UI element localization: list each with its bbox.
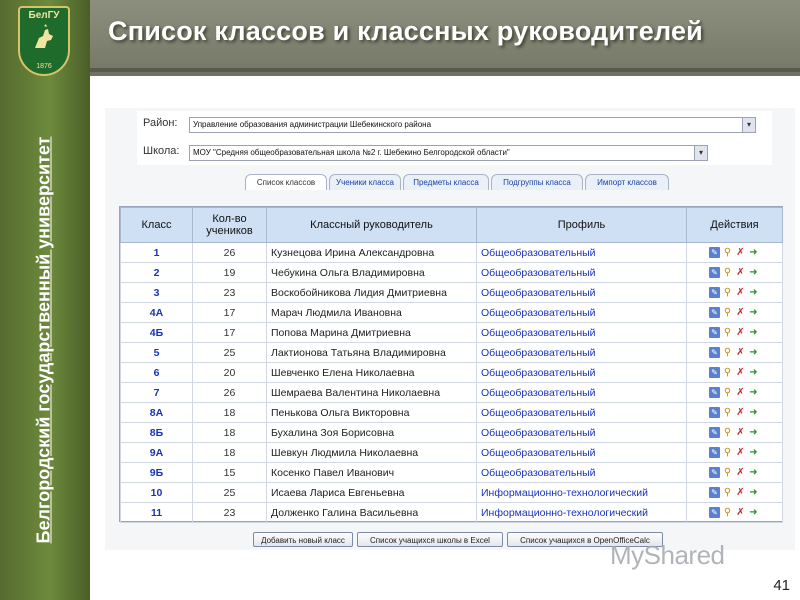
class-link[interactable]: 7 [121, 383, 193, 403]
users-icon[interactable]: ⚲ [723, 327, 732, 339]
student-count: 23 [193, 283, 267, 303]
add-class-button[interactable]: Добавить новый класс [253, 532, 353, 547]
teacher-name: Долженко Галина Васильевна [267, 503, 477, 523]
delete-icon[interactable]: ✗ [736, 387, 745, 399]
teacher-name: Кузнецова Ирина Александровна [267, 243, 477, 263]
class-link[interactable]: 4А [121, 303, 193, 323]
tab-class-subgroups[interactable]: Подгруппы класса [491, 174, 583, 190]
teacher-name: Воскобойникова Лидия Дмитриевна [267, 283, 477, 303]
chevron-down-icon[interactable]: ▾ [694, 146, 707, 160]
row-actions [687, 283, 783, 303]
users-icon[interactable]: ⚲ [723, 367, 732, 379]
delete-icon[interactable]: ✗ [736, 347, 745, 359]
edit-icon[interactable]: ✎ [709, 427, 720, 438]
school-label: Школа: [143, 145, 180, 157]
row-actions [687, 263, 783, 283]
chevron-down-icon[interactable]: ▾ [742, 118, 755, 132]
edit-icon[interactable]: ✎ [709, 467, 720, 478]
users-icon[interactable]: ⚲ [723, 467, 732, 479]
teacher-name: Марач Людмила Ивановна [267, 303, 477, 323]
row-actions [687, 303, 783, 323]
table-row [121, 303, 783, 323]
move-icon[interactable]: ➜ [749, 287, 758, 299]
delete-icon[interactable]: ✗ [736, 427, 745, 439]
class-link[interactable]: 6 [121, 363, 193, 383]
teacher-name: Шевченко Елена Николаевна [267, 363, 477, 383]
edit-icon[interactable]: ✎ [709, 447, 720, 458]
class-link[interactable]: 4Б [121, 323, 193, 343]
move-icon[interactable]: ➜ [749, 267, 758, 279]
profile-link[interactable]: Информационно-технологический [477, 483, 687, 503]
student-count: 18 [193, 403, 267, 423]
header-class: Класс [121, 208, 193, 243]
edit-icon[interactable]: ✎ [709, 487, 720, 498]
edit-icon[interactable]: ✎ [709, 387, 720, 398]
class-link[interactable]: 2 [121, 263, 193, 283]
profile-link[interactable]: Общеобразовательный [477, 343, 687, 363]
move-icon[interactable]: ➜ [749, 367, 758, 379]
users-icon[interactable]: ⚲ [723, 487, 732, 499]
delete-icon[interactable]: ✗ [736, 487, 745, 499]
profile-link[interactable]: Общеобразовательный [477, 263, 687, 283]
edit-icon[interactable]: ✎ [709, 267, 720, 278]
delete-icon[interactable]: ✗ [736, 467, 745, 479]
users-icon[interactable]: ⚲ [723, 407, 732, 419]
users-icon[interactable]: ⚲ [723, 247, 732, 259]
teacher-name: Исаева Лариса Евгеньевна [267, 483, 477, 503]
class-link[interactable]: 11 [121, 503, 193, 523]
move-icon[interactable]: ➜ [749, 247, 758, 259]
move-icon[interactable]: ➜ [749, 487, 758, 499]
header-teacher: Классный руководитель [267, 208, 477, 243]
table-row [121, 343, 783, 363]
student-count: 26 [193, 243, 267, 263]
row-actions [687, 363, 783, 383]
table-row [121, 243, 783, 263]
edit-icon[interactable]: ✎ [709, 367, 720, 378]
users-icon[interactable]: ⚲ [723, 287, 732, 299]
header-actions: Действия [687, 208, 783, 243]
profile-link[interactable]: Общеобразовательный [477, 443, 687, 463]
row-actions [687, 443, 783, 463]
student-count: 15 [193, 463, 267, 483]
table-header-row [121, 208, 783, 243]
move-icon[interactable]: ➜ [749, 447, 758, 459]
student-count: 18 [193, 443, 267, 463]
edit-icon[interactable]: ✎ [709, 347, 720, 358]
delete-icon[interactable]: ✗ [736, 407, 745, 419]
move-icon[interactable]: ➜ [749, 327, 758, 339]
row-actions [687, 503, 783, 523]
users-icon[interactable]: ⚲ [723, 347, 732, 359]
classes-table [119, 206, 783, 522]
district-label: Район: [143, 117, 178, 129]
sidebar [0, 0, 90, 600]
student-count: 18 [193, 423, 267, 443]
profile-link[interactable]: Общеобразовательный [477, 363, 687, 383]
class-link[interactable]: 10 [121, 483, 193, 503]
export-calc-button[interactable]: Список учащихся в OpenOfficeCalc [507, 532, 663, 547]
row-actions [687, 243, 783, 263]
student-count: 23 [193, 503, 267, 523]
users-icon[interactable]: ⚲ [723, 447, 732, 459]
delete-icon[interactable]: ✗ [736, 447, 745, 459]
row-actions [687, 383, 783, 403]
delete-icon[interactable]: ✗ [736, 247, 745, 259]
edit-icon[interactable]: ✎ [709, 407, 720, 418]
move-icon[interactable]: ➜ [749, 307, 758, 319]
profile-link[interactable]: Общеобразовательный [477, 283, 687, 303]
teacher-name: Шемраева Валентина Николаевна [267, 383, 477, 403]
table-row [121, 483, 783, 503]
profile-link[interactable]: Общеобразовательный [477, 243, 687, 263]
class-link[interactable]: 1 [121, 243, 193, 263]
row-actions [687, 343, 783, 363]
row-actions [687, 463, 783, 483]
profile-link[interactable]: Общеобразовательный [477, 403, 687, 423]
logo-text: БелГУ [28, 10, 60, 21]
teacher-name: Пенькова Ольга Викторовна [267, 403, 477, 423]
profile-link[interactable]: Общеобразовательный [477, 423, 687, 443]
teacher-name: Шевкун Людмила Николаевна [267, 443, 477, 463]
class-link[interactable]: 5 [121, 343, 193, 363]
table-row [121, 403, 783, 423]
school-select[interactable] [189, 145, 708, 161]
table-row [121, 363, 783, 383]
class-link[interactable]: 9Б [121, 463, 193, 483]
logo-year: 1876 [36, 63, 52, 70]
header-count: Кол-во учеников [193, 208, 267, 243]
move-icon[interactable]: ➜ [749, 467, 758, 479]
users-icon[interactable]: ⚲ [723, 427, 732, 439]
table-row [121, 263, 783, 283]
table-row [121, 383, 783, 403]
row-actions [687, 483, 783, 503]
tab-class-students[interactable]: Ученики класса [329, 174, 401, 190]
edit-icon[interactable]: ✎ [709, 327, 720, 338]
move-icon[interactable]: ➜ [749, 347, 758, 359]
header-profile: Профиль [477, 208, 687, 243]
edit-icon[interactable]: ✎ [709, 507, 720, 518]
student-count: 25 [193, 343, 267, 363]
delete-icon[interactable]: ✗ [736, 287, 745, 299]
delete-icon[interactable]: ✗ [736, 507, 745, 519]
move-icon[interactable]: ➜ [749, 427, 758, 439]
school-row [137, 145, 772, 161]
profile-link[interactable]: Общеобразовательный [477, 303, 687, 323]
teacher-name: Чебукина Ольга Владимировна [267, 263, 477, 283]
district-value: Управление образования администрации Шебекинского района [193, 120, 432, 129]
district-row [137, 117, 772, 133]
users-icon[interactable]: ⚲ [723, 307, 732, 319]
class-link[interactable]: 8Б [121, 423, 193, 443]
export-excel-button[interactable]: Список учащихся школы в Excel [357, 532, 503, 547]
table-row [121, 283, 783, 303]
horse-rider-icon [31, 24, 57, 54]
table-row [121, 423, 783, 443]
teacher-name: Лактионова Татьяна Владимировна [267, 343, 477, 363]
district-select[interactable] [189, 117, 756, 133]
users-icon[interactable]: ⚲ [723, 267, 732, 279]
row-actions [687, 323, 783, 343]
table-row [121, 443, 783, 463]
student-count: 26 [193, 383, 267, 403]
student-count: 25 [193, 483, 267, 503]
move-icon[interactable]: ➜ [749, 387, 758, 399]
app-content [105, 108, 795, 550]
profile-link[interactable]: Общеобразовательный [477, 383, 687, 403]
teacher-name: Косенко Павел Иванович [267, 463, 477, 483]
class-link[interactable]: 3 [121, 283, 193, 303]
users-icon[interactable]: ⚲ [723, 507, 732, 519]
divider [90, 72, 800, 76]
university-name: Белгородский государственный университет [33, 136, 54, 544]
tab-class-subjects[interactable]: Предметы класса [403, 174, 489, 190]
profile-link[interactable]: Информационно-технологический [477, 503, 687, 523]
school-value: МОУ "Средняя общеобразовательная школа №2 г. Шебекино Белгородской области" [193, 148, 510, 157]
student-count: 19 [193, 263, 267, 283]
watermark: MyShared [610, 540, 725, 570]
tab-import-classes[interactable]: Импорт классов [585, 174, 669, 190]
move-icon[interactable]: ➜ [749, 507, 758, 519]
slide-number: 41 [773, 577, 790, 594]
delete-icon[interactable]: ✗ [736, 307, 745, 319]
profile-link[interactable]: Общеобразовательный [477, 463, 687, 483]
edit-icon[interactable]: ✎ [709, 307, 720, 318]
row-actions [687, 423, 783, 443]
edit-icon[interactable]: ✎ [709, 247, 720, 258]
delete-icon[interactable]: ✗ [736, 267, 745, 279]
delete-icon[interactable]: ✗ [736, 367, 745, 379]
table-row [121, 503, 783, 523]
university-logo [18, 6, 70, 76]
teacher-name: Бухалина Зоя Борисовна [267, 423, 477, 443]
table-row [121, 463, 783, 483]
student-count: 17 [193, 303, 267, 323]
row-actions [687, 403, 783, 423]
teacher-name: Попова Марина Дмитриевна [267, 323, 477, 343]
delete-icon[interactable]: ✗ [736, 327, 745, 339]
filters-panel [137, 111, 772, 165]
table-row [121, 323, 783, 343]
move-icon[interactable]: ➜ [749, 407, 758, 419]
users-icon[interactable]: ⚲ [723, 387, 732, 399]
class-link[interactable]: 8А [121, 403, 193, 423]
page-title: Список классов и классных руководителей [108, 16, 703, 46]
student-count: 17 [193, 323, 267, 343]
edit-icon[interactable]: ✎ [709, 287, 720, 298]
tab-class-list[interactable]: Список классов [245, 174, 327, 190]
profile-link[interactable]: Общеобразовательный [477, 323, 687, 343]
student-count: 20 [193, 363, 267, 383]
class-link[interactable]: 9А [121, 443, 193, 463]
